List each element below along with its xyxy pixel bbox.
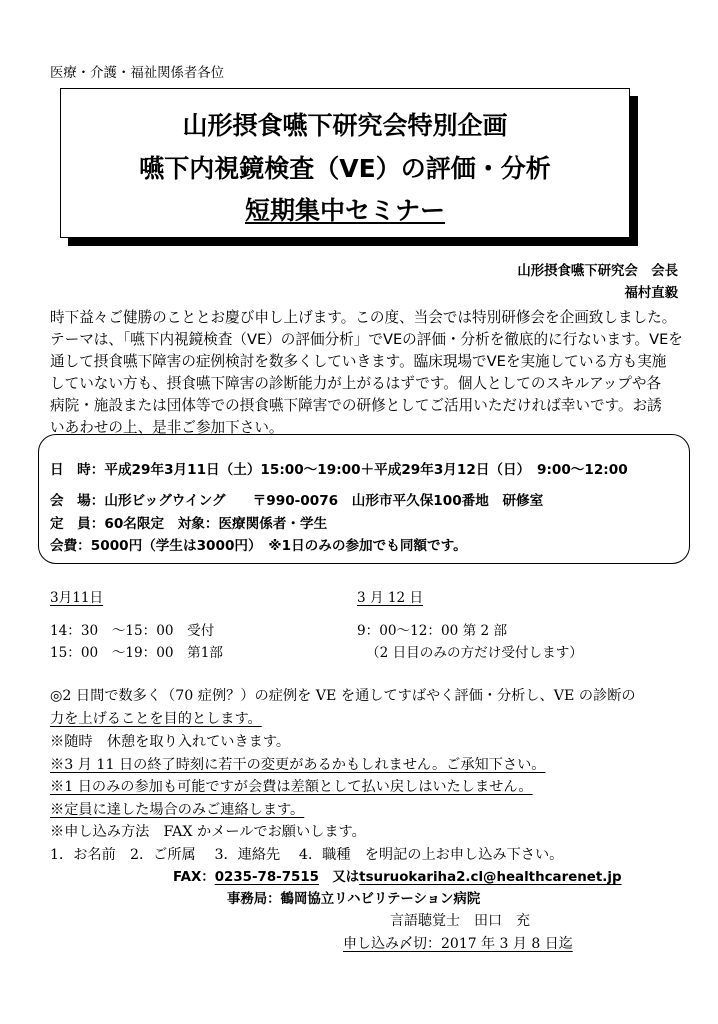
intro-line-6: いあわせの上、是非ご参加下さい。	[50, 419, 284, 436]
day1-row-2: 15：00 〜19：00 第1部	[50, 645, 223, 661]
sender-name: 福村直毅	[624, 286, 678, 301]
purpose-line-1: ◎2 日間で数多く（70 症例？）の症例を VE を通してすばやく評価・分析し、VE の診断の	[50, 688, 636, 704]
intro-line-3: 通して摂食嚥下障害の症例検討を数多くしていきます。臨床現場でVEを実施している方も実施	[50, 353, 667, 370]
deadline: 申し込み〆切：2017 年 3 月 8 日迄	[343, 936, 573, 952]
day2-heading: 3 月 12 日	[357, 590, 424, 606]
date-value: 平成29年3月11日（土）15:00〜19:00＋平成29年3月12日（日） 9:00〜12:00	[104, 462, 628, 478]
note-break: ※随時 休憩を取り入れていきます。	[50, 734, 291, 750]
note-one-day: ※1 日のみの参加も可能ですが会費は差額として払い戻しはいたしません。	[50, 779, 533, 795]
note-change: ※3 月 11 日の終了時刻に若干の変更があるかもしれません。ご承知下さい。	[50, 757, 546, 773]
title-box	[60, 88, 630, 238]
purpose-line-2: 力を上げることを目的とします。	[50, 711, 262, 727]
or-label: 又は	[332, 870, 360, 885]
intro-line-1: 時下益々ご健勝のこととお慶び申し上げます。この度、当会では特別研修会を企画致しました。	[50, 309, 677, 326]
fee-label: 会費：	[50, 538, 91, 554]
fax-line	[173, 866, 622, 885]
fee-value: 5000円（学生は3000円） ※1日のみの参加でも同額です。	[90, 538, 467, 554]
intro-line-4: していない方も、摂食嚥下障害の診断能力が上がるはずです。個人としてのスキルアップや各	[50, 375, 662, 392]
date-label: 日 時：	[50, 462, 105, 478]
email-link[interactable]: tsuruokariha2.cl@healthcarenet.jp	[359, 870, 622, 885]
note-fields: 1．お名前 2．ご所属 3．連絡先 4．職種 を明記の上お申し込み下さい。	[50, 847, 564, 863]
day1-row-1: 14：30 〜15：00 受付	[50, 623, 215, 639]
capacity-label: 定 員：	[50, 516, 105, 532]
day1-heading: 3月11日	[50, 590, 104, 606]
day2-row-2: （2 日目のみの方だけ受付します）	[366, 645, 583, 661]
intro-line-5: 病院・施設または団体等での摂食嚥下障害での研修としてご活用いただければ幸いです。お誘	[50, 397, 662, 414]
fax-number[interactable]: 0235-78-7515	[214, 870, 319, 885]
note-method: ※申し込み方法 FAX かメールでお願いします。	[50, 824, 366, 840]
capacity-value: 60名限定 対象：医療関係者・学生	[104, 516, 328, 532]
addressee: 医療・介護・福祉関係者各位	[50, 66, 225, 81]
intro-line-2: テーマは、「嚥下内視鏡検査（VE）の評価分析」でVEの評価・分析を徹底的に行ないます。VEを	[50, 331, 683, 348]
fee-row	[50, 534, 467, 554]
venue-label: 会 場：	[50, 493, 105, 509]
note-capacity: ※定員に達した場合のみご連絡します。	[50, 802, 305, 818]
title-line-3: 短期集中セミナー	[244, 196, 445, 225]
office: 事務局：鶴岡協立リハビリテーション病院	[227, 892, 481, 907]
fax-label: FAX：	[173, 870, 215, 885]
sender-org: 山形摂食嚥下研究会 会長	[517, 264, 678, 279]
venue-value: 山形ビッグウイング 〒990-0076 山形市平久保100番地 研修室	[104, 493, 544, 509]
title-line-2: 嚥下内視鏡検査（VE）の評価・分析	[139, 154, 551, 183]
date-row	[50, 458, 628, 478]
venue-row	[50, 489, 543, 509]
title-line-1: 山形摂食嚥下研究会特別企画	[182, 111, 508, 140]
contact-person: 言語聴覚士 田口 充	[390, 913, 530, 929]
day2-row-1: 9：00〜12：00 第 2 部	[357, 623, 508, 639]
capacity-row	[50, 512, 327, 532]
